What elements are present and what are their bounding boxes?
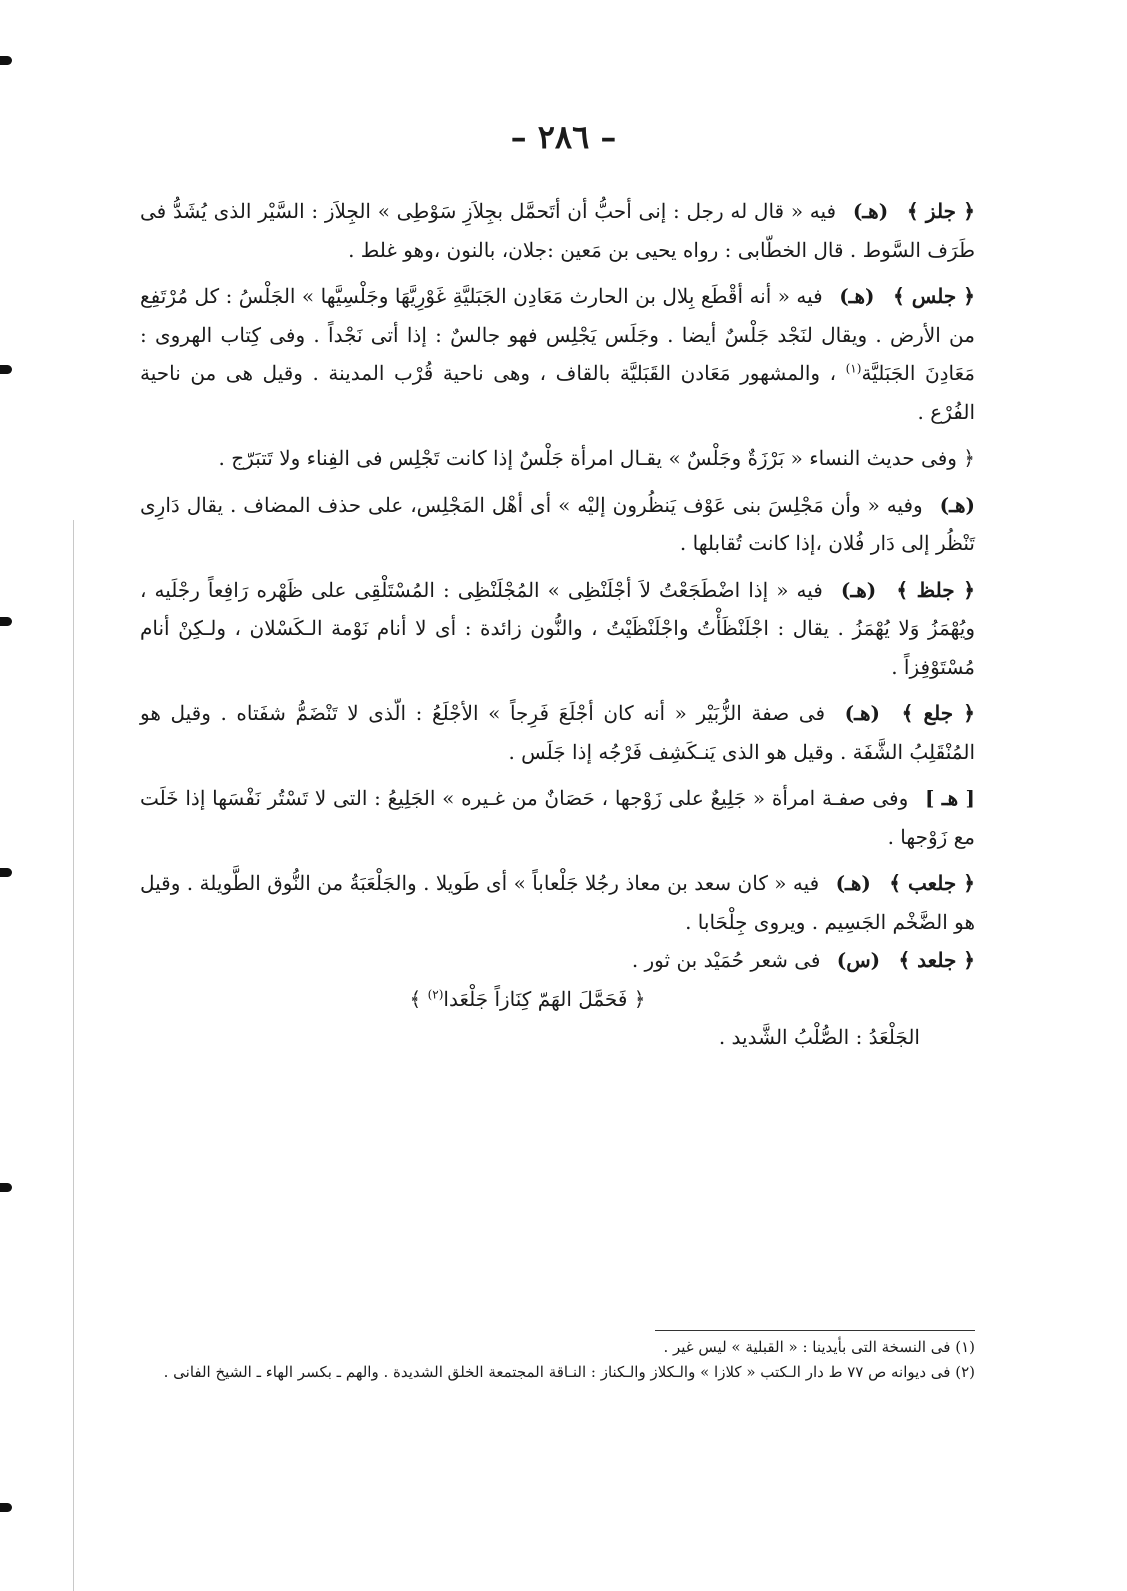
entry-text: فى شعر حُمَيْد بن ثور . xyxy=(631,948,821,972)
entry-head: ﴿ جلس ﴾ xyxy=(892,284,975,308)
footnote-ref[interactable]: (٢) xyxy=(427,986,444,1001)
source-tag: (هـ) xyxy=(835,871,871,895)
entry-text-continued: ، والمشهور مَعَادن القَبَليَّة بالقاف ، وهى ناحية قُرْب المدينة . وقيل هى من ناحية الفُرْع . xyxy=(140,361,975,424)
gutter-line xyxy=(73,520,74,1591)
footnote-rule xyxy=(655,1330,975,1331)
verse-line xyxy=(140,980,975,1019)
entry-paragraph xyxy=(140,192,975,269)
entry-head: ﴿ جلز ﴾ xyxy=(906,199,975,223)
binder-mark xyxy=(0,617,12,626)
entry-text: فيه « أنه أقْطَع بِلال بن الحارث مَعَادِن الجَبَليَّةِ غَوْرِيَّهَا وجَلْسِيَّها » الجَلْسُ : كل مُرْتَفِع من الأرض . ويقال لنَجْد جَلْسٌ أيضا . وجَلَس يَجْلِس فهو جالسٌ : إذا أتى نَجْداً . وفى كِتاب الهروى : مَعَادِنَ الجَبَليَّة xyxy=(140,284,975,385)
binder-mark xyxy=(0,365,12,374)
source-tag: (هـ) xyxy=(939,492,975,517)
entry-paragraph xyxy=(140,779,975,856)
binder-mark xyxy=(0,1503,12,1512)
binder-mark xyxy=(0,1183,12,1192)
definition-line: الجَلْعَدُ : الصُّلْبُ الشَّديد . xyxy=(718,1025,920,1049)
entry-text: فيه « إذا اضْطَجَعْتُ لاَ أجْلَنْظِى » المُجْلَنْظِى : المُسْتَلْقِى على ظَهْره رَافِعاً رجْلَيه ، ويُهْمَزُ وَلا يُهْمَزُ . يقال : اجْلَنْظَأْتُ واجْلَنْظَيْتُ ، والنُّون زائدة : أى لا أنام نَوْمة الـكَسْلان ، ولـكِنْ أنام مُسْتَوْفِزاً . xyxy=(140,577,975,679)
entry-text: فى صفة الزُّبَيْر « أنه كان أجْلَعَ فَرِجاً » الأجْلَعُ : الّذى لا تَنْضَمُّ شفَتاه . وقيل هو المُنْقَلِبُ الشَّفَة . وقيل هو الذى يَنـكَشِف فَرْجُه إذا جَلَس . xyxy=(140,701,975,764)
page-number: – ٢٨٦ – xyxy=(510,118,617,156)
entry-head: ﴿ جلظ ﴾ xyxy=(896,577,976,602)
footnote: (٢) فى ديوانه ص ٧٧ ط دار الـكتب « كلازا » والـكلاز والـكناز : النـاقة المجتمعة الخلق الشديدة . والهم ـ بكسر الهاء ـ الشيخ الفانى . xyxy=(163,1363,975,1381)
entry-paragraph xyxy=(140,277,975,431)
main-text xyxy=(140,192,975,1057)
source-tag: (هـ) xyxy=(844,701,880,725)
entry-paragraph xyxy=(140,439,975,478)
entry-paragraph xyxy=(140,486,975,563)
footnote: (١) فى النسخة التى بأيدينا : « القبلية » ليس غير . xyxy=(663,1338,975,1356)
entry-paragraph xyxy=(140,571,975,687)
entry-text: ﴿ وفى حديث النساء « بَرْزَةٌ وجَلْسٌ » يقـال امرأة جَلْسٌ إذا كانت تَجْلِس فى الفِناء ولا تَتبَرّج . xyxy=(218,446,975,470)
entry-paragraph xyxy=(140,941,975,980)
entry-text: فيه « قال له رجل : إنى أحبُّ أن أتَحمَّل بجِلاَزِ سَوْطِى » الجِلاَز : السَّيْر الذى يُشَدُّ فى طَرَف السَّوط . قال الخطّابى : رواه يحيى بن مَعين :جلان، بالنون ،وهو غلط . xyxy=(140,199,975,262)
binder-mark xyxy=(0,868,12,877)
binder-mark xyxy=(0,56,12,65)
verse-text: ﴿ فَحَمَّلَ الهَمّ كِنَازاً جَلْعَدا xyxy=(443,986,646,1011)
footnotes xyxy=(140,1335,975,1385)
entry-paragraph xyxy=(140,864,975,941)
source-tag: (س) xyxy=(836,948,881,972)
source-tag: [ هـ ] xyxy=(924,786,975,810)
verse-end: ﴾ xyxy=(409,986,422,1011)
entry-head: ﴿ جلعد ﴾ xyxy=(898,948,975,972)
source-tag: (هـ) xyxy=(839,284,875,308)
entry-paragraph xyxy=(140,694,975,771)
source-tag: (هـ) xyxy=(840,577,877,602)
source-tag: (هـ) xyxy=(852,199,889,223)
footnote-ref[interactable]: (١) xyxy=(845,361,862,376)
entry-head: ﴿ جلعب ﴾ xyxy=(889,871,975,895)
entry-text: وفيه « وأن مَجْلِسَ بنى عَوْف يَنظُرون إليْه » أى أهْل المَجْلِس، على حذف المضاف . يقال دَارِى تَنْظُر إلى دَار فُلان ،إذا كانت تُقابلها . xyxy=(140,492,975,555)
entry-text: وفى صفـة امرأة « جَلِيعٌ على زَوْجها ، حَصَانٌ من غـيره » الجَلِيعُ : التى لا تَسْتُر نَفْسَها إذا خَلَت مع زَوْجها . xyxy=(140,786,975,849)
entry-text: فيه « كان سعد بن معاذ رجُلا جَلْعاباً » أى طَويلا . والجَلْعَبَةُ من النُّوق الطَّويلة . وقيل هو الضَّخْم الجَسِيم . ويروى جِلْحَابا . xyxy=(140,871,975,934)
entry-head: ﴿ جلع ﴾ xyxy=(901,701,976,725)
